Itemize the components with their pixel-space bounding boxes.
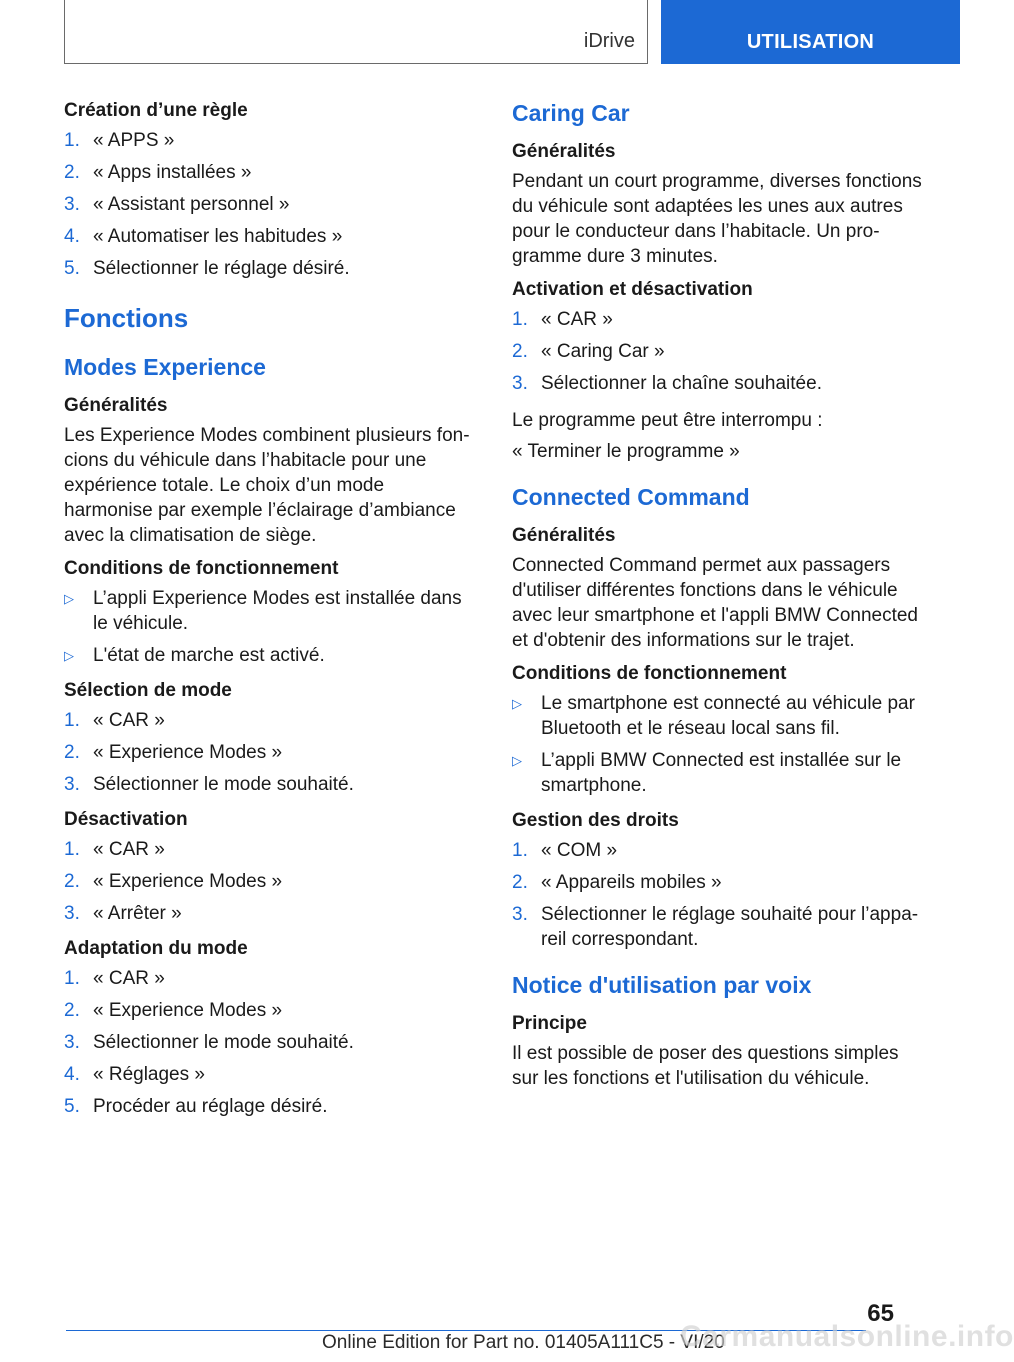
selection-heading: Sélection de mode (64, 680, 232, 701)
list-item: ▷ Le smartphone est connecté au véhicule par Bluetooth et le réseau local sans fil. (512, 693, 915, 739)
list-item: ▷ L'état de marche est activé. (64, 645, 325, 666)
header-chapter-tab (661, 0, 960, 64)
list-item: 2. « Appareils mobiles » (512, 872, 722, 893)
right-column (512, 100, 926, 1101)
general-paragraph: Les Experience Modes combinent plusieurs foncions du véhicule dans l’habitacle pour une expérience totale. Le choix d’un mode harmonise par exemple l’éclairage d’ambiance avec la climatisation de siège. (64, 425, 470, 546)
list-item: 3. Sélectionner le mode souhaité. (64, 1032, 354, 1053)
connected-conditions-list (512, 691, 926, 798)
list-item: 4. « Automatiser les habitudes » (64, 226, 343, 247)
functions-heading: Fonctions (64, 303, 189, 333)
list-item: ▷ L’appli BMW Connected est installée sur le smartphone. (512, 750, 902, 796)
connected-heading: Connected Command (512, 484, 750, 510)
adaptation-steps (64, 966, 478, 1119)
list-item: 3. Sélectionner le réglage souhaité pour l’appareil correspondant. (512, 904, 919, 950)
list-item: 1. « CAR » (512, 309, 613, 330)
general-heading: Généralités (64, 395, 168, 416)
list-item: 2. « Experience Modes » (64, 1000, 283, 1021)
header-section-box (64, 0, 648, 64)
deactivation-heading: Désactivation (64, 809, 188, 830)
interrupt-command: « Terminer le programme » (512, 441, 740, 462)
list-item: 4. « Réglages » (64, 1064, 205, 1085)
principle-heading: Principe (512, 1013, 587, 1034)
footer-edition: Online Edition for Part no. 01405A111C5 - VI/20 (322, 1332, 725, 1353)
interrupt-paragraph: Le programme peut être interrompu : (512, 410, 823, 431)
list-item: 1. « CAR » (64, 710, 165, 731)
triangle-right-icon: ▷ (512, 753, 522, 768)
triangle-right-icon: ▷ (64, 591, 74, 606)
list-item: 2. « Experience Modes » (64, 742, 283, 763)
header-section-title: iDrive (583, 30, 635, 52)
voice-heading: Notice d'utilisation par voix (512, 972, 812, 998)
principle-paragraph: Il est possible de poser des questions simples sur les fonctions et l'utilisation du véhicule. (512, 1043, 899, 1089)
list-item: ▷ L’appli Experience Modes est installée dans le véhicule. (64, 588, 462, 634)
modes-heading: Modes Experience (64, 354, 266, 380)
list-item: 3. Sélectionner la chaîne souhaitée. (512, 373, 822, 394)
list-item: 2. « Apps installées » (64, 162, 252, 183)
triangle-right-icon: ▷ (64, 648, 74, 663)
activation-steps (512, 307, 926, 396)
watermark-logo: Carmanualsonline.info (680, 1320, 1014, 1353)
list-item: 1. « COM » (512, 840, 618, 861)
list-item: 2. « Experience Modes » (64, 871, 283, 892)
triangle-right-icon: ▷ (512, 696, 522, 711)
rights-heading: Gestion des droits (512, 810, 679, 831)
connected-general-paragraph: Connected Command permet aux passagers d'utiliser différentes fonctions dans le véhicule avec leur smartphone et l'appli BMW Connected et d'obtenir des informations sur le trajet. (512, 555, 918, 651)
rights-steps (512, 838, 926, 952)
list-item: 3. « Assistant personnel » (64, 194, 290, 215)
list-item: 5. Procéder au réglage désiré. (64, 1096, 328, 1117)
list-item: 1. « CAR » (64, 839, 165, 860)
list-item: 5. Sélectionner le réglage désiré. (64, 258, 350, 279)
connected-general-heading: Généralités (512, 525, 616, 546)
caring-general-paragraph: Pendant un court programme, diverses fonctions du véhicule sont adaptées les unes aux autres pour le conducteur dans l’habitacle. Un programme dure 3 minutes. (512, 171, 922, 267)
connected-conditions-heading: Conditions de fonctionnement (512, 663, 787, 684)
list-item: 1. « APPS » (64, 130, 175, 151)
caring-general-heading: Généralités (512, 141, 616, 162)
list-item: 3. « Arrêter » (64, 903, 182, 924)
conditions-heading: Conditions de fonctionnement (64, 558, 339, 579)
rule-heading: Création d’une règle (64, 100, 248, 121)
activation-heading: Activation et désactivation (512, 279, 753, 300)
list-item: 3. Sélectionner le mode souhaité. (64, 774, 354, 795)
header-chapter-title: UTILISATION (746, 31, 875, 53)
left-column (64, 100, 478, 1131)
selection-steps (64, 708, 478, 797)
rule-steps (64, 128, 478, 281)
deactivation-steps (64, 837, 478, 926)
caring-heading: Caring Car (512, 100, 630, 126)
conditions-list (64, 586, 478, 668)
list-item: 1. « CAR » (64, 968, 165, 989)
list-item: 2. « Caring Car » (512, 341, 665, 362)
adaptation-heading: Adaptation du mode (64, 938, 248, 959)
page-number: 65 (867, 1300, 894, 1327)
